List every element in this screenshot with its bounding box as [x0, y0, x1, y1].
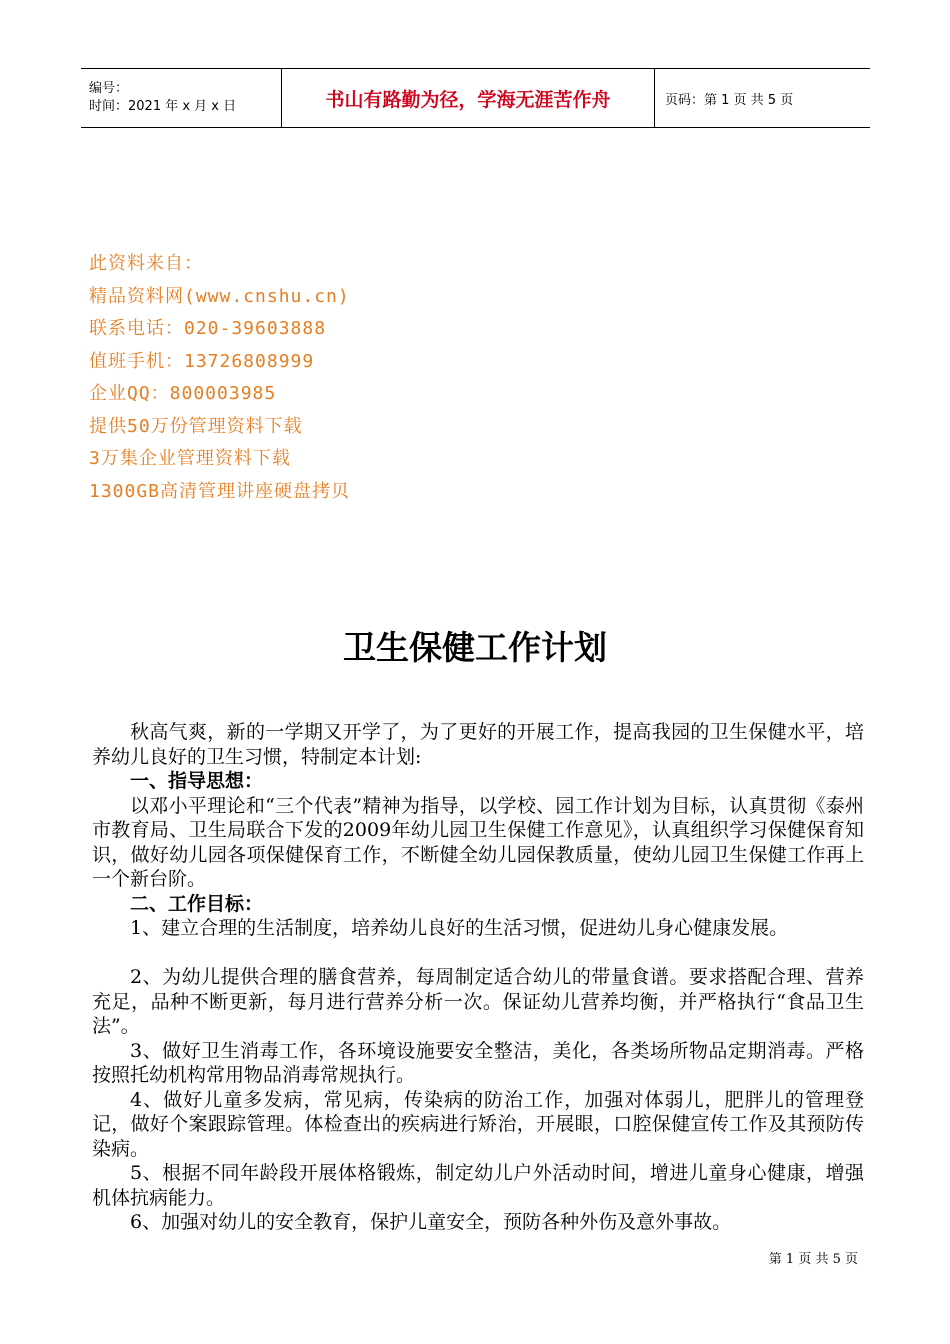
number-label: 编号：: [89, 81, 129, 96]
goal-item: 6、加强对幼儿的安全教育，保护儿童安全，预防各种外伤及意外事故。: [130, 1211, 732, 1233]
header-page-cell: [655, 69, 870, 127]
goal-item: 4、做好儿童多发病，常见病，传染病的防治工作，加强对体弱儿，肥胖儿的管理登记，做好个案跟踪管理。体检查出的疾病进行矫治，开展眼，口腔保健宣传工作及其预防传染病。: [92, 1088, 864, 1160]
guiding-ideology-paragraph: 以邓小平理论和“三个代表”精神为指导，以学校、园工作计划为目标，认真贯彻《泰州市教育局、卫生局联合下发的2009年幼儿园卫生保健工作意见》，认真组织学习保健保育知识，做好幼儿园各项保健保育工作，不断健全幼儿园保教质量，使幼儿园卫生保健工作再上一个新台阶。: [92, 794, 864, 890]
goal-item: 2、为幼儿提供合理的膳食营养，每周制定适合幼儿的带量食谱。要求搭配合理、营养充足，品种不断更新，每月进行营养分析一次。保证幼儿营养均衡，并严格执行“食品卫生法”。: [92, 966, 864, 1037]
header-motto-cell: [281, 69, 655, 127]
document-title: 卫生保健工作计划: [343, 628, 607, 667]
source-line: 3万集企业管理资料下载: [89, 448, 291, 469]
document-body: [92, 720, 864, 1235]
header-meta: [81, 69, 281, 127]
intro-paragraph: 秋高气爽，新的一学期又开学了，为了更好的开展工作，提高我园的卫生保健水平，培养幼儿良好的卫生习惯，特制定本计划:: [92, 721, 864, 768]
source-line: 值班手机：13726808999: [89, 350, 315, 372]
source-info-block: [89, 248, 350, 508]
source-line: 1300GB高清管理讲座硬盘拷贝: [89, 480, 351, 502]
section-heading: 一、指导思想：: [130, 770, 264, 792]
page-header: [81, 68, 870, 128]
source-line: 提供50万份管理资料下载: [89, 415, 303, 437]
source-line: 联系电话：020-39603888: [89, 318, 327, 339]
header-motto: 书山有路勤为径，学海无涯苦作舟: [325, 88, 611, 111]
page-footer: 第 1 页 共 5 页: [768, 1252, 858, 1267]
goal-item: 3、做好卫生消毒工作，各环境设施要安全整洁，美化，各类场所物品定期消毒。严格按照托幼机构常用物品消毒常规执行。: [92, 1039, 864, 1086]
time-label: 时间：2021 年 x 月 x 日: [89, 99, 237, 114]
source-line: 精品资料网(www.cnshu.cn): [89, 285, 350, 307]
goal-item: 1、建立合理的生活制度，培养幼儿良好的生活习惯，促进幼儿身心健康发展。: [130, 917, 789, 939]
source-line: 此资料来自：: [89, 253, 203, 274]
section-heading: 二、工作目标：: [130, 892, 264, 915]
goal-item: 5、根据不同年龄段开展体格锻炼，制定幼儿户外活动时间，增进儿童身心健康，增强机体抗病能力。: [92, 1162, 864, 1209]
source-line: 企业QQ：800003985: [89, 383, 277, 404]
header-page-label: 页码：第 1 页 共 5 页: [665, 92, 794, 108]
